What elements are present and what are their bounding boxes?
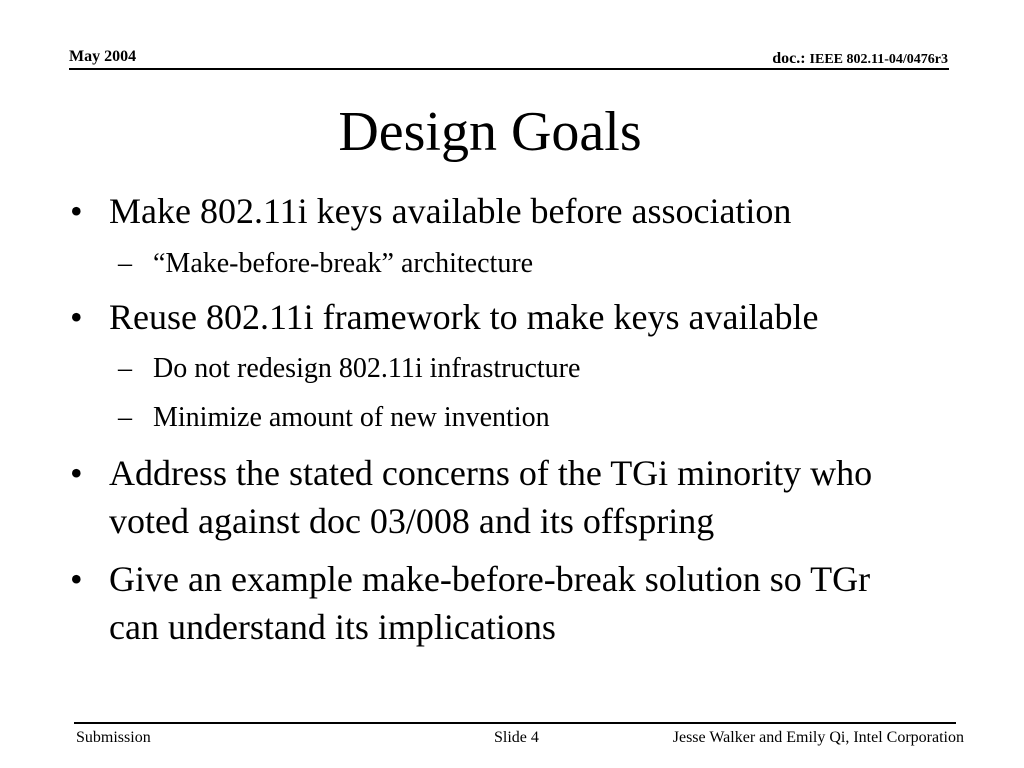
sub-bullet-glyph: – [118, 402, 132, 433]
bullet-text: Give an example make-before-break solution so TGr [109, 559, 871, 599]
footer-submission: Submission [76, 729, 151, 746]
footer-divider [74, 722, 956, 724]
footer-authors: Jesse Walker and Emily Qi, Intel Corporation [672, 729, 964, 746]
sub-bullet-text: Do not redesign 802.11i infrastructure [153, 353, 581, 384]
sub-bullet-glyph: – [118, 248, 132, 279]
bullet-glyph: • [70, 559, 83, 599]
bullet-text: Address the stated concerns of the TGi minority who [109, 453, 873, 493]
doc-label: doc.: [772, 50, 806, 67]
bullet-text: Reuse 802.11i framework to make keys available [109, 297, 819, 337]
doc-number: IEEE 802.11-04/0476r3 [809, 52, 948, 67]
bullet-glyph: • [70, 453, 83, 493]
sub-bullet-text: “Make-before-break” architecture [153, 248, 534, 279]
bullet-text: Make 802.11i keys available before association [109, 191, 792, 231]
bullet-glyph: • [70, 191, 83, 231]
sub-bullet-text: Minimize amount of new invention [153, 402, 550, 433]
footer-slide-number: Slide 4 [494, 729, 539, 746]
sub-bullet-glyph: – [118, 353, 132, 384]
bullet-glyph: • [70, 297, 83, 337]
header-date: May 2004 [69, 48, 137, 65]
bullet-text: voted against doc 03/008 and its offspring [109, 501, 715, 541]
bullet-text: can understand its implications [109, 607, 556, 647]
slide-title: Design Goals [338, 101, 642, 163]
